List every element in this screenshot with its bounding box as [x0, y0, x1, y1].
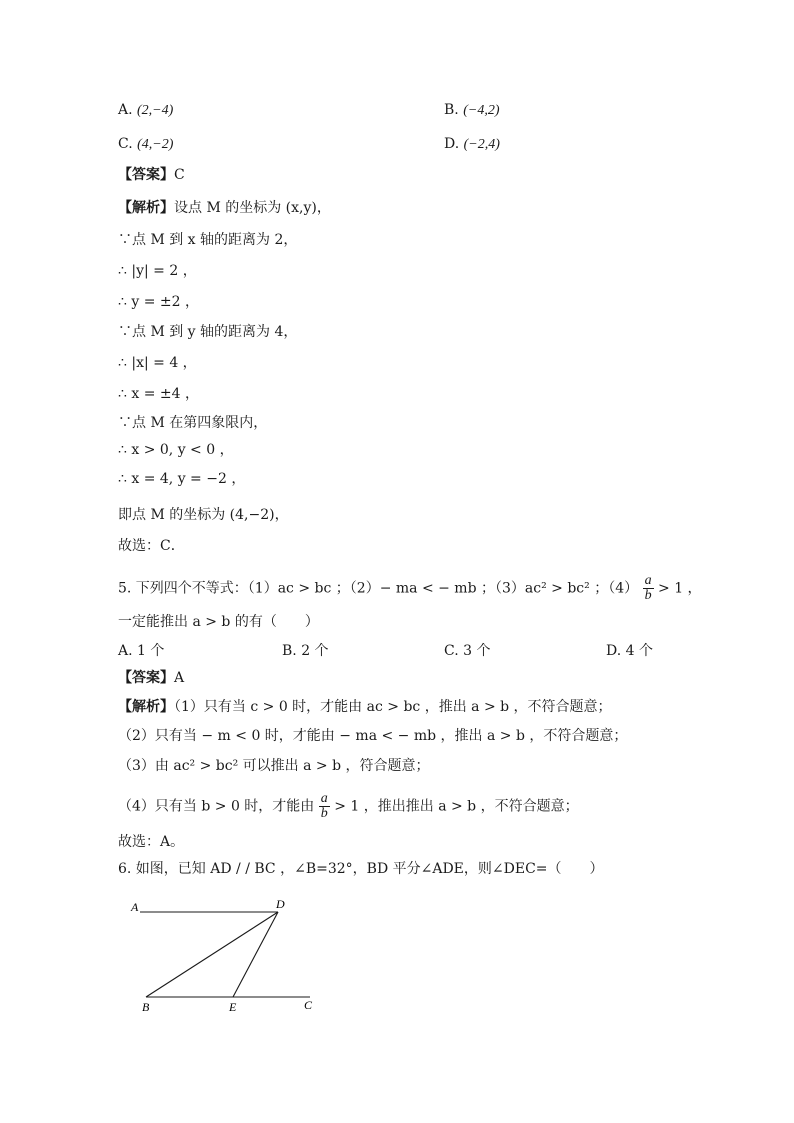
answer-value: C: [174, 167, 185, 183]
analysis-line: [118, 198, 331, 218]
analysis-line: ∴ y = ±2 ，: [118, 294, 199, 310]
option-a: [118, 100, 173, 121]
option-b: [444, 100, 499, 121]
option-label: B.: [444, 102, 459, 118]
fraction-numerator: a: [320, 791, 328, 806]
fraction-a-over-b: [319, 792, 330, 821]
stem-text: > 1 ，: [658, 580, 702, 597]
answer-line: [118, 668, 184, 688]
answer-line: [118, 165, 185, 185]
fraction-numerator: a: [644, 573, 652, 588]
segment-bd: [146, 912, 278, 997]
answer-value: A: [174, 670, 185, 686]
answer-tag: 【答案】: [118, 670, 174, 686]
option-b: [282, 641, 329, 661]
point-label-a: A: [131, 900, 139, 914]
option-value: 2 个: [301, 643, 329, 659]
analysis-line: [118, 792, 579, 821]
analysis-line: ∴ x > 0, y < 0 ，: [118, 442, 234, 458]
analysis-tag: 【解析】: [118, 699, 174, 715]
option-value: (−2,4): [463, 137, 500, 152]
option-c: [118, 134, 173, 155]
analysis-line: ∵点 M 到 y 轴的距离为 4，: [118, 324, 298, 340]
option-c: [444, 641, 490, 661]
analysis-text: 设点 M 的坐标为 (x,y)，: [174, 200, 331, 216]
option-d: [606, 641, 653, 661]
fraction-denominator: b: [320, 806, 328, 821]
segment-de: [233, 912, 278, 997]
stem-text: 5. 下列四个不等式：（1）ac > bc ；（2）− ma < − mb ；（3）ac² > bc² ；（4）: [118, 580, 639, 597]
option-label: A.: [118, 643, 133, 659]
analysis-line: 即点 M 的坐标为 (4,−2)，: [118, 507, 289, 523]
option-label: C.: [444, 643, 459, 659]
analysis-line: （2）只有当 − m < 0 时，才能由 − ma < − mb ，推出 a > b ，不符合题意；: [118, 728, 628, 744]
analysis-text: （1）只有当 c > 0 时，才能由 ac > bc ，推出 a > b ，不符合题意；: [174, 699, 612, 715]
answer-tag: 【答案】: [118, 167, 174, 183]
option-value: 3 个: [463, 643, 491, 659]
option-d: [444, 134, 500, 155]
option-a: [118, 641, 164, 661]
option-value: 1 个: [137, 643, 165, 659]
point-label-e: E: [229, 1000, 237, 1014]
point-label-b: B: [142, 1000, 150, 1014]
analysis-line: [118, 697, 612, 717]
option-label: D.: [444, 136, 460, 152]
option-label: B.: [282, 643, 297, 659]
question-6-stem: 6. 如图，已知 AD / / BC ，∠B=32°，BD 平分∠ADE，则∠DEC=（ ）: [118, 861, 604, 877]
analysis-line: ∴ x = 4, y = −2 ，: [118, 471, 246, 487]
conclusion-line: 故选：C．: [118, 538, 185, 554]
option-value: (2,−4): [137, 103, 174, 118]
option-value: (−4,2): [463, 103, 500, 118]
option-value: 4 个: [625, 643, 653, 659]
analysis-line: ∴ x = ±4 ，: [118, 386, 199, 402]
analysis-text: （4）只有当 b > 0 时，才能由: [118, 798, 315, 815]
point-label-d: D: [276, 897, 285, 911]
question-5-stem: [118, 574, 702, 603]
point-label-c: C: [304, 998, 313, 1012]
analysis-line: ∵点 M 在第四象限内，: [118, 415, 268, 431]
geometry-figure: [118, 893, 338, 1023]
fraction-a-over-b: [643, 574, 654, 603]
analysis-line: ∴ |y| = 2 ，: [118, 263, 197, 279]
analysis-text: > 1 ，推出推出 a > b ，不符合题意；: [334, 798, 579, 815]
option-label: C.: [118, 136, 133, 152]
fraction-denominator: b: [644, 588, 652, 603]
option-label: A.: [118, 102, 133, 118]
conclusion-line: 故选：A。: [118, 834, 185, 850]
analysis-line: ∴ |x| = 4 ，: [118, 355, 197, 371]
option-value: (4,−2): [137, 137, 174, 152]
analysis-line: （3）由 ac² > bc² 可以推出 a > b ，符合题意；: [118, 758, 430, 774]
question-5-stem-2: 一定能推出 a > b 的有（ ）: [118, 614, 319, 630]
option-label: D.: [606, 643, 622, 659]
analysis-line: ∵点 M 到 x 轴的距离为 2，: [118, 232, 298, 248]
analysis-tag: 【解析】: [118, 200, 174, 216]
